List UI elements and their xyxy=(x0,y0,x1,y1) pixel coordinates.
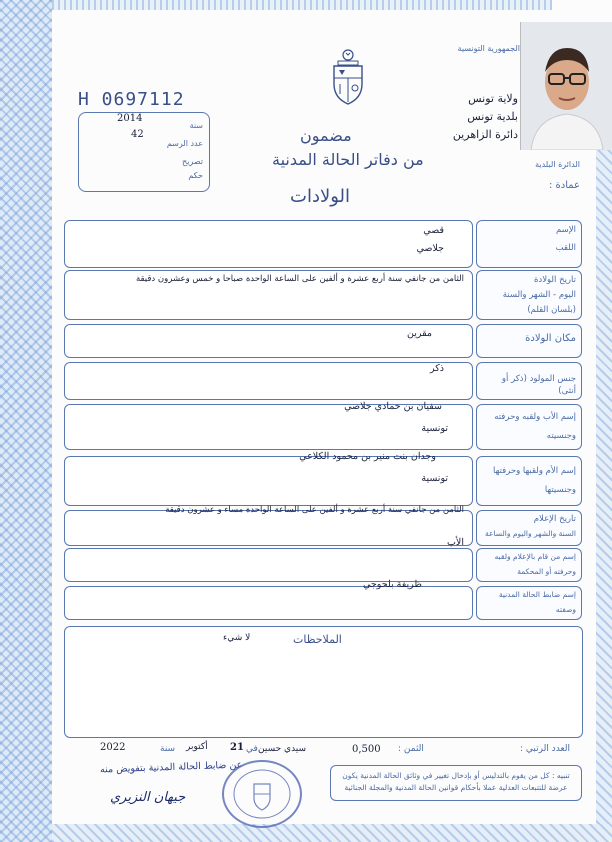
right-guilloche-border xyxy=(596,150,612,842)
title-births: الولادات xyxy=(290,186,351,207)
register-year-label: سنة xyxy=(189,121,203,130)
last-name: جلاصي xyxy=(416,243,444,254)
label-declaration-date: تاريخ الإعلام السنة والشهر واليوم والساعة xyxy=(476,510,582,546)
father-name: سفيان بن حمادي جلاصي xyxy=(344,401,442,412)
mother-name: وجدان بنت منير بن محمود الكلاعي xyxy=(299,451,436,462)
signer-name: جيهان النزيري xyxy=(110,790,186,805)
judgment-label: حكم xyxy=(188,171,203,180)
notes-value: لا شيء xyxy=(223,633,251,643)
label-birth-place: مكان الولادة xyxy=(476,324,582,358)
label-sex: جنس المولود (ذكر أو أنثى) xyxy=(476,362,582,400)
value-birth-date: الثامن من جانفي سنة أربع عشرة و ألفين على الساعة الواحدة صباحا و خمس وعشرون دقيقة xyxy=(64,270,473,320)
label-birth-date: تاريخ الولادة اليوم - الشهر والسنة (بلسان القلم) xyxy=(476,270,582,320)
date-year: 2022 xyxy=(100,742,126,753)
register-number-label: عدد الرسم xyxy=(166,139,203,148)
mother-nationality: تونسية xyxy=(421,473,448,484)
notes-label: الملاحظات xyxy=(293,633,342,646)
top-guilloche-border xyxy=(52,0,552,10)
date-day: 21 xyxy=(230,742,244,753)
price-value: 0,500 xyxy=(352,744,381,755)
value-mother xyxy=(64,451,473,506)
value-civil-officer: ظريفة بلحوجي xyxy=(64,586,473,620)
price-label: الثمن : xyxy=(398,744,424,754)
register-year: 2014 xyxy=(117,113,143,124)
value-sex: ذكر xyxy=(64,362,473,400)
date-month: أكتوبر xyxy=(186,742,208,752)
value-declaration-date: الثامن من جانفي سنة أربع عشرة و ألفين على الساعة الواحدة مساء و عشرون دقيقة xyxy=(64,510,473,546)
declaration-label: تصريح xyxy=(182,157,203,166)
region-line-3: دائرة الزاهرين xyxy=(452,128,518,141)
first-name: قصي xyxy=(423,225,444,236)
label-civil-officer: إسم ضابط الحالة المدنية وصفته xyxy=(476,586,582,620)
register-number: 42 xyxy=(131,129,144,140)
label-father: إسم الأب ولقبه وحرفته وجنسيته xyxy=(476,404,582,450)
in-label: في xyxy=(246,744,258,754)
serial-number-label: العدد الرتبي : xyxy=(520,744,571,754)
mayor-label: عمادة : xyxy=(548,180,580,191)
label-declarant: إسم من قام بالإعلام ولقبه وحرفته أو المحكمة xyxy=(476,548,582,582)
value-father xyxy=(64,401,473,450)
serial-number: H 0697112 xyxy=(78,89,185,110)
region-line-1: ولاية تونس xyxy=(468,92,518,105)
id-photo xyxy=(520,22,612,150)
tunisia-coat-of-arms-icon xyxy=(330,48,366,106)
register-box xyxy=(78,112,210,192)
year-label: سنة xyxy=(160,744,176,754)
notes-box xyxy=(64,626,583,738)
region-line-2: بلدية تونس xyxy=(467,110,518,123)
title-from-registers: من دفاتر الحالة المدنية xyxy=(272,150,424,169)
value-declarant: الأب xyxy=(64,548,473,582)
father-nationality: تونسية xyxy=(421,423,448,434)
value-birth-place: مقرين xyxy=(64,324,473,358)
bottom-guilloche-border xyxy=(52,824,612,842)
title-extract: مضمون xyxy=(300,126,352,145)
municipal-office-label: الدائرة البلدية xyxy=(535,160,580,169)
label-mother: إسم الأم ولقبها وحرفتها وجنسيتها xyxy=(476,456,582,506)
legal-warning: تنبيه : كل من يقوم بالتدليس أو بإدخال تغيير في وثائق الحالة المدنية يكون عرضة للتتبعات العدلية عملا بأحكام قوانين الحالة المدنية والمجلة الجنائية xyxy=(330,765,582,801)
value-name xyxy=(64,220,473,268)
signature-delegation-note: عن ضابط الحالة المدنية بتفويض منه xyxy=(99,759,243,776)
place: سيدي حسين xyxy=(258,744,307,754)
left-guilloche-border xyxy=(0,0,52,842)
republic-label: الجمهورية التونسية xyxy=(457,44,520,53)
label-name: الإسم اللقب xyxy=(476,220,582,268)
official-stamp xyxy=(222,760,302,828)
